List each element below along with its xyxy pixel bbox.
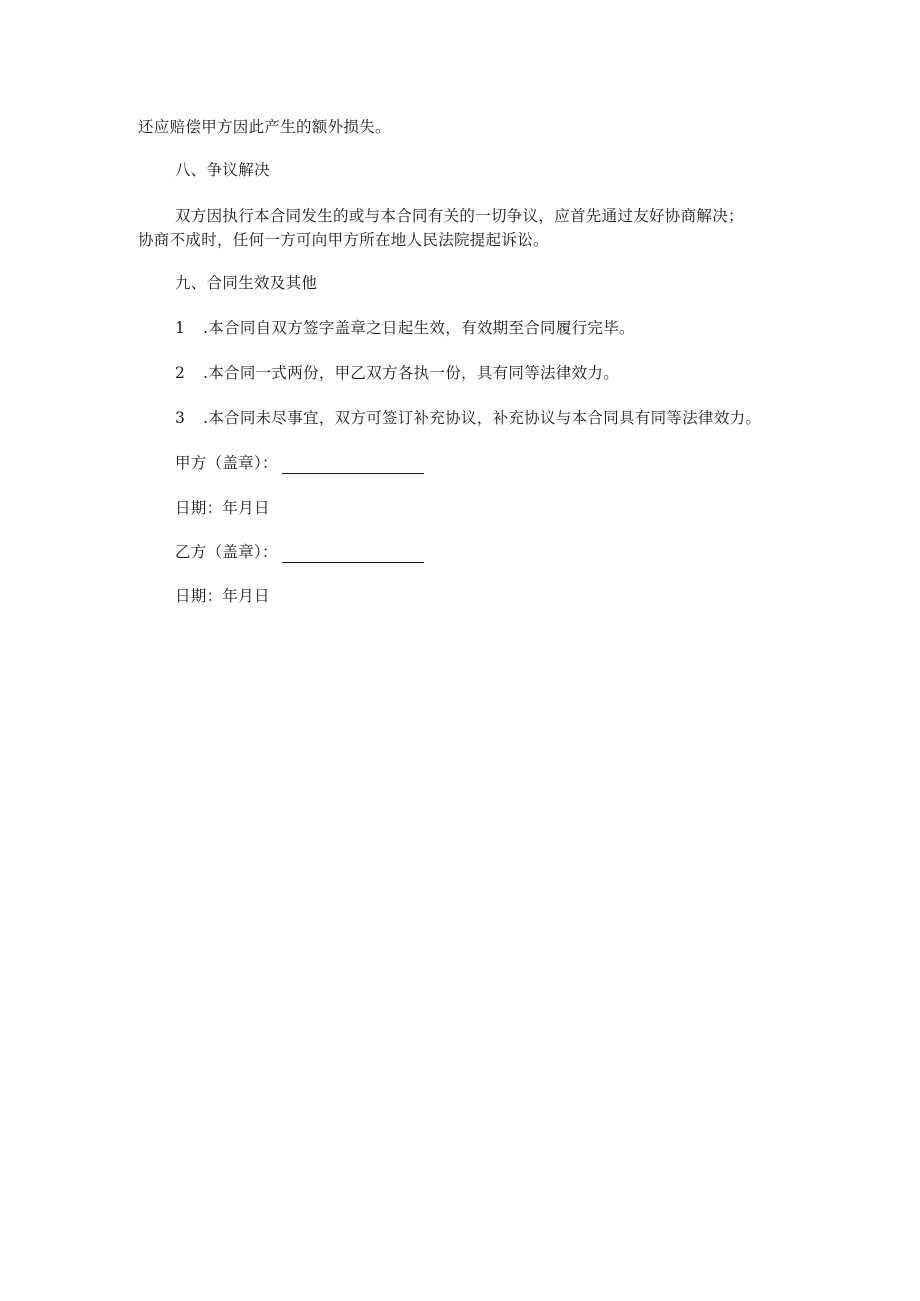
party-a-signature-line [175, 452, 424, 474]
section-8-paragraph-line-1: 双方因执行本合同发生的或与本合同有关的一切争议，应首先通过友好协商解决； [175, 207, 744, 225]
clause-number: 1 [175, 319, 186, 337]
clause-1 [175, 317, 635, 339]
party-b-label: 乙方（盖章）： [175, 543, 278, 561]
party-b-signature-blank[interactable] [282, 546, 424, 563]
clause-number: 2 [175, 364, 186, 382]
clause-text: .本合同未尽事宜，双方可签订补充协议，补充协议与本合同具有同等法律效力。 [203, 409, 762, 427]
clause-text: .本合同一式两份，甲乙双方各执一份，具有同等法律效力。 [203, 364, 620, 382]
party-b-signature-line [175, 541, 424, 563]
clause-number: 3 [175, 409, 186, 427]
section-9-heading: 九、合同生效及其他 [175, 274, 318, 292]
clause-3 [175, 407, 761, 429]
party-a-signature-blank[interactable] [282, 457, 424, 474]
section-8-paragraph-line-2: 协商不成时，任何一方可向甲方所在地人民法院提起诉讼。 [138, 231, 549, 249]
date-a: 日期：年月日 [175, 499, 270, 517]
clause-2 [175, 362, 619, 384]
clause-text: .本合同自双方签字盖章之日起生效，有效期至合同履行完毕。 [203, 319, 635, 337]
date-b: 日期：年月日 [175, 587, 270, 605]
party-a-label: 甲方（盖章）： [175, 454, 278, 472]
continuation-text: 还应赔偿甲方因此产生的额外损失。 [138, 118, 391, 136]
section-8-heading: 八、争议解决 [175, 161, 270, 179]
